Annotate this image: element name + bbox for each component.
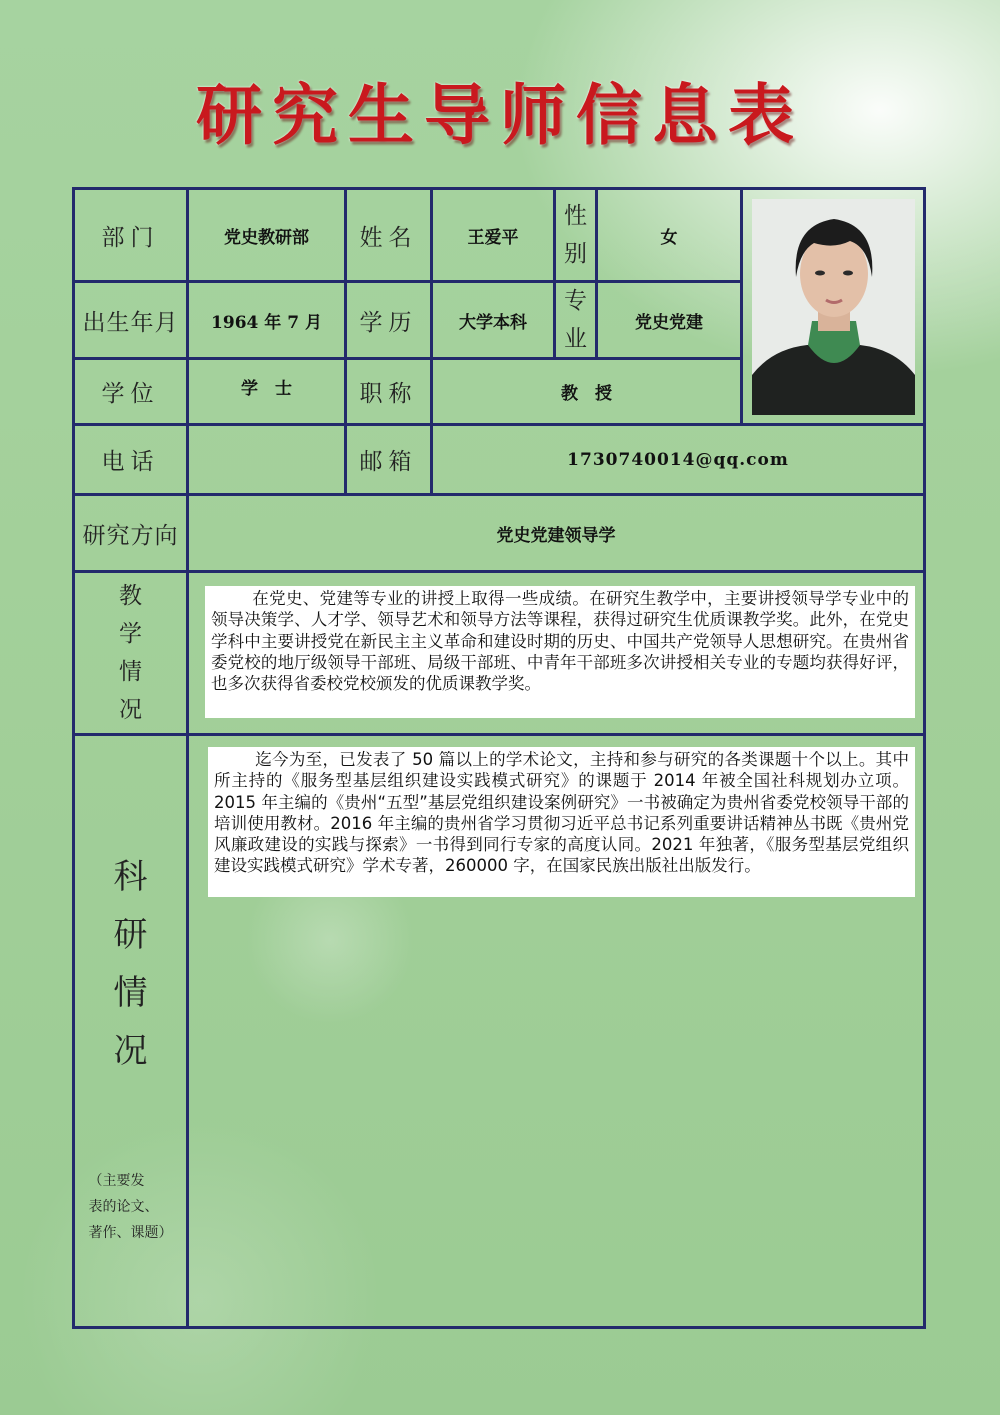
- research-direction-label: 研究方向: [72, 493, 189, 573]
- research-label: [114, 848, 148, 1080]
- label-char: 性: [564, 203, 587, 229]
- label-char: 况: [119, 697, 142, 723]
- department-label: 部门: [72, 187, 189, 283]
- label-char: 情: [119, 659, 142, 685]
- major-label-text: [564, 282, 587, 358]
- phone-value: [186, 423, 347, 496]
- education-value: 大学本科: [430, 280, 556, 360]
- label-char: 教: [119, 583, 142, 609]
- name-value: 王爱平: [430, 187, 556, 283]
- teaching-label: [72, 570, 189, 736]
- portrait-icon: [752, 199, 915, 415]
- page-title: 研究生导师信息表: [196, 77, 804, 154]
- label-char: 别: [564, 241, 587, 267]
- email-label: 邮箱: [344, 423, 433, 496]
- gender-label-text: [564, 197, 587, 273]
- department-value: 党史教研部: [186, 187, 347, 283]
- research-label-cell: [72, 733, 189, 1329]
- label-char: 研: [113, 915, 148, 955]
- teaching-text: 在党史、党建等专业的讲授上取得一些成绩。在研究生教学中，主要讲授领导学专业中的领导决策学、人才学、领导艺术和领导方法等课程，获得过研究生优质课教学奖。此外，在党史学科中主要讲授党在新民主主义革命和建设时期的历史、中国共产党领导人思想研究。在贵州省委党校的地厅级领导干部班、局级干部班、中青年干部班多次讲授相关专业的专题均获得好评，也多次获得省委校党校颁发的优质课教学奖。: [205, 586, 915, 718]
- name-label: 姓名: [344, 187, 433, 283]
- major-label: [553, 280, 598, 360]
- major-value: 党史党建: [595, 280, 743, 360]
- email-value: 1730740014@qq.com: [430, 423, 926, 496]
- research-note-line: （主要发: [88, 1173, 145, 1189]
- research-note-line: 表的论文、: [88, 1199, 159, 1215]
- research-note: [89, 1168, 173, 1246]
- gender-value: 女: [595, 187, 743, 283]
- label-char: 学: [119, 621, 142, 647]
- birth-label: 出生年月: [72, 280, 189, 360]
- label-char: 业: [564, 326, 587, 352]
- label-char: 科: [113, 857, 148, 897]
- title-value: 教 授: [430, 357, 743, 426]
- title-label: 职称: [344, 357, 433, 426]
- portrait-photo: [752, 199, 915, 415]
- birth-value: 1964 年 7 月: [186, 280, 347, 360]
- education-label: 学历: [344, 280, 433, 360]
- teaching-label-text: [119, 577, 142, 729]
- research-direction-value: 党史党建领导学: [186, 493, 926, 573]
- label-char: 情: [113, 973, 148, 1013]
- degree-label: 学位: [72, 357, 189, 426]
- gender-label: [553, 187, 598, 283]
- phone-label: 电话: [72, 423, 189, 496]
- degree-value: 学 士: [186, 357, 347, 426]
- research-text: 迄今为至，已发表了 50 篇以上的学术论文，主持和参与研究的各类课题十个以上。其中所主持的《服务型基层组织建设实践模式研究》的课题于 2014 年被全国社科规划办立项。2015 年主编的《贵州“五型”基层党组织建设案例研究》一书被确定为贵州省委党校领导干部的培训使用教材。2016 年主编的贵州省学习贯彻习近平总书记系列重要讲话精神丛书既《贵州党风廉政建设的实践与探索》一书得到同行专家的高度认同。2021 年独著，《服务型基层党组织建设实践模式研究》学术专著，260000 字，在国家民族出版社出版发行。: [208, 747, 915, 897]
- label-char: 专: [564, 288, 587, 314]
- research-note-line: 著作、课题）: [88, 1225, 173, 1241]
- label-char: 况: [113, 1031, 148, 1071]
